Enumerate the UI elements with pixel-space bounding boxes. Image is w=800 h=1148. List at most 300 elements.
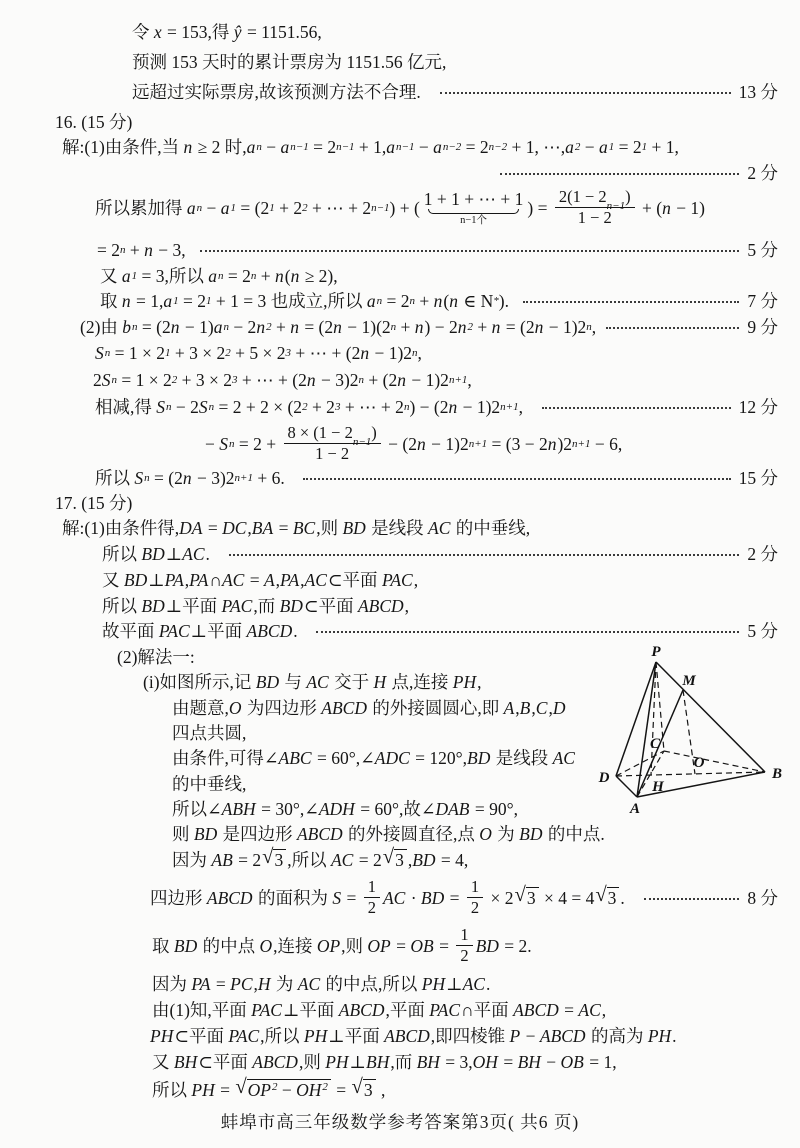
math-token: n bbox=[290, 317, 299, 337]
math-token bbox=[273, 849, 286, 871]
math-token: PA bbox=[164, 570, 184, 590]
math-token: ∩ bbox=[209, 570, 222, 590]
math-token: = 2 bbox=[382, 291, 410, 311]
answer-line bbox=[143, 672, 481, 693]
math-token: − 2 bbox=[171, 397, 199, 417]
math-token: , bbox=[275, 570, 281, 590]
math-token: ⊥ bbox=[349, 1052, 366, 1072]
math-token: PH bbox=[647, 1026, 672, 1046]
math-token: √ bbox=[514, 884, 526, 907]
math-token: 所以∠ bbox=[172, 799, 222, 819]
math-token: − 1)2 bbox=[370, 343, 413, 363]
math-token: − 6, bbox=[590, 433, 623, 454]
math-token: O bbox=[479, 824, 492, 844]
math-token: = 1 × 2 bbox=[110, 343, 165, 363]
math-token: ,而 bbox=[253, 596, 280, 616]
math-token: = 2 bbox=[178, 291, 206, 311]
math-token: , bbox=[376, 1079, 386, 1100]
math-token: AC bbox=[182, 544, 205, 564]
math-token: 1 bbox=[367, 877, 376, 896]
dot-leader bbox=[316, 631, 739, 633]
pyramid-figure bbox=[593, 644, 795, 840]
math-token: 所以 bbox=[95, 468, 135, 488]
math-token: + 1, bbox=[354, 137, 387, 157]
answer-line bbox=[152, 926, 532, 966]
math-token: DAB bbox=[435, 799, 470, 819]
dot-leader bbox=[440, 92, 731, 94]
math-token: , bbox=[407, 849, 413, 870]
math-token bbox=[471, 898, 479, 917]
math-token: C bbox=[535, 698, 548, 718]
math-token: 点,连接 bbox=[387, 672, 453, 692]
score-label: 15 分 bbox=[738, 468, 778, 488]
math-token: = 1, bbox=[131, 291, 164, 311]
fraction bbox=[456, 926, 472, 966]
answer-line bbox=[55, 112, 132, 133]
square-root bbox=[595, 884, 619, 909]
answer-line: 2 S n = 1 × 2 2 + 3 × 2 3 + ⋯ + (2 n − 3)2 n + (2 n − 1)2 n+1 , bbox=[93, 370, 472, 390]
math-token: − bbox=[202, 197, 221, 218]
math-token: ) − 2 bbox=[424, 317, 458, 337]
figure-edge-CB bbox=[664, 751, 765, 772]
math-token: OB bbox=[410, 935, 434, 956]
math-token: OH bbox=[296, 1080, 322, 1100]
math-token: n bbox=[397, 370, 406, 390]
answer-line: 所以 S n = (2 n − 3)2 n+1 + 6. 15 分 bbox=[95, 468, 778, 488]
math-token: , bbox=[413, 570, 419, 590]
math-token: AB bbox=[211, 849, 233, 870]
math-token: ,所以 bbox=[260, 1026, 304, 1046]
math-token: S bbox=[134, 468, 144, 488]
figure-edge-DB bbox=[616, 772, 765, 776]
math-token: 的中垂线, bbox=[172, 774, 247, 794]
math-token: 16. (15 分) bbox=[55, 112, 133, 132]
answer-line bbox=[102, 544, 778, 565]
math-token: AC bbox=[578, 1000, 601, 1020]
math-token: , bbox=[601, 1000, 607, 1020]
math-token: + 1, bbox=[647, 137, 679, 157]
math-token: BD bbox=[519, 824, 543, 844]
math-token: − 1)2 bbox=[458, 397, 501, 417]
math-token: 则 bbox=[172, 824, 194, 844]
math-token: (2)解法一: bbox=[117, 647, 195, 667]
dot-leader bbox=[303, 478, 730, 480]
math-token: 3 bbox=[607, 888, 617, 909]
math-token: OB bbox=[560, 1052, 584, 1072]
math-token: H bbox=[373, 672, 387, 692]
figure-vertex-label-B: B bbox=[771, 766, 783, 782]
math-token: a bbox=[565, 137, 574, 157]
math-token: . bbox=[293, 621, 307, 641]
math-token: n bbox=[333, 317, 342, 337]
answer-line bbox=[55, 493, 132, 514]
math-token: BD bbox=[141, 544, 165, 564]
math-token: − bbox=[580, 137, 599, 157]
math-token: BD bbox=[420, 887, 445, 908]
math-token: AC bbox=[221, 570, 245, 590]
math-token: + 3 × 2 bbox=[177, 370, 232, 390]
answer-line bbox=[117, 647, 195, 668]
math-token: . bbox=[485, 974, 491, 994]
math-token: S bbox=[156, 397, 165, 417]
math-token: DA bbox=[179, 518, 203, 538]
math-token: n bbox=[306, 370, 316, 390]
math-token: AC bbox=[428, 518, 451, 538]
answer-line bbox=[152, 1000, 606, 1021]
score-label: 7 分 bbox=[747, 291, 778, 311]
math-token: + ⋯ + (2 bbox=[291, 343, 361, 363]
answer-line: (2)由 b n = (2 n − 1) a n − 2 n 2 + n = (2 n − 1)(2 n + n ) − 2 n 2 + n = (2 n − 1)2 n , 9 分 bbox=[80, 317, 778, 337]
math-token: . bbox=[620, 887, 634, 908]
math-token: 的面积为 bbox=[253, 887, 333, 908]
math-token: H bbox=[257, 974, 271, 994]
math-token: = 2. bbox=[499, 935, 532, 956]
score-label: 5 分 bbox=[747, 621, 778, 641]
math-token: ABCD bbox=[252, 1052, 298, 1072]
math-token bbox=[578, 208, 612, 227]
math-token: √ bbox=[595, 884, 607, 907]
math-token: + ⋯ + 2 bbox=[340, 397, 404, 417]
figure-edge-DA bbox=[616, 776, 637, 797]
math-token: ABCD bbox=[321, 698, 367, 718]
math-token: ,则 bbox=[341, 935, 368, 956]
math-token: 解:(1)由条件,当 bbox=[62, 137, 184, 157]
math-token: 2 bbox=[367, 898, 376, 918]
square-root bbox=[262, 846, 286, 871]
math-token: ,平面 bbox=[385, 1000, 430, 1020]
math-token: × 4 = 4 bbox=[539, 887, 595, 908]
answer-line bbox=[102, 596, 409, 617]
math-token: ≥ 2 时, bbox=[193, 137, 247, 157]
math-token: ABCD bbox=[296, 824, 343, 844]
math-token: AC bbox=[462, 974, 485, 994]
math-token: 1 − 2 bbox=[577, 208, 612, 228]
math-token: PAC bbox=[381, 570, 413, 590]
math-token: 由(1)知,平面 bbox=[152, 1000, 252, 1020]
math-token: = (2 bbox=[137, 317, 171, 337]
math-token: 取 bbox=[100, 291, 122, 311]
math-token: = (2 bbox=[299, 317, 334, 337]
answer-line bbox=[132, 82, 778, 103]
math-token: 与 bbox=[280, 672, 307, 692]
score-label: 12 分 bbox=[738, 397, 778, 417]
figure-edge-PD bbox=[616, 662, 656, 776]
math-token: BD bbox=[141, 596, 165, 616]
math-token: = 2 + bbox=[234, 433, 281, 454]
math-token: n bbox=[534, 317, 544, 337]
math-token: BH bbox=[366, 1052, 390, 1072]
math-token: − 1) bbox=[180, 317, 214, 337]
math-token: 是线段 bbox=[366, 518, 429, 538]
math-token: ABCD bbox=[338, 1000, 385, 1020]
math-token: n bbox=[121, 291, 131, 311]
math-token: 是四边形 bbox=[218, 824, 297, 844]
math-token: 所以累加得 bbox=[95, 197, 187, 218]
answer-line bbox=[62, 518, 530, 539]
math-token: = bbox=[445, 887, 464, 908]
math-token: ). bbox=[498, 291, 514, 311]
math-token bbox=[467, 878, 483, 898]
math-token: PH bbox=[303, 1026, 328, 1046]
math-token: D bbox=[552, 698, 566, 718]
math-token: ,则 bbox=[316, 518, 343, 538]
math-token: 又 bbox=[100, 266, 122, 286]
math-token: ) = bbox=[527, 197, 552, 218]
math-token: ⊥ bbox=[165, 544, 183, 564]
math-token: , bbox=[515, 698, 520, 718]
math-token: ABH bbox=[221, 799, 256, 819]
math-token: , bbox=[300, 570, 305, 590]
fraction bbox=[364, 878, 380, 918]
math-token: ∩平面 bbox=[461, 1000, 514, 1020]
math-token: n bbox=[170, 317, 180, 337]
math-token bbox=[247, 1079, 331, 1101]
math-token: = 3,所以 bbox=[137, 266, 209, 286]
math-token: PA bbox=[189, 570, 209, 590]
math-token: a bbox=[433, 137, 442, 157]
math-token: √ bbox=[235, 1076, 247, 1098]
math-token: a bbox=[163, 291, 173, 311]
math-token: = bbox=[215, 1079, 235, 1100]
math-token: AC bbox=[306, 672, 329, 692]
math-token: , bbox=[247, 518, 252, 538]
answer-line: = 2 n + n − 3, 5 分 bbox=[97, 240, 778, 260]
math-token: ≥ 2), bbox=[300, 266, 338, 286]
math-token: PAC bbox=[221, 596, 253, 616]
math-token: − bbox=[277, 1080, 297, 1100]
math-token: ABCD bbox=[206, 887, 253, 908]
math-token: )2 bbox=[557, 433, 573, 454]
score-label: 2 分 bbox=[747, 163, 778, 183]
math-token: OP bbox=[316, 935, 341, 956]
math-token: BD bbox=[173, 935, 198, 956]
math-token: ABCD bbox=[246, 621, 293, 641]
answer-line bbox=[172, 748, 576, 769]
math-token: + (2 bbox=[364, 370, 398, 390]
math-token: 为 bbox=[271, 974, 298, 994]
math-token: + bbox=[473, 317, 492, 337]
math-token: ADC bbox=[374, 748, 410, 768]
math-token: − 1)2 bbox=[406, 370, 449, 390]
math-token: + ⋯ + 2 bbox=[307, 197, 372, 218]
score-label: 9 分 bbox=[747, 317, 778, 337]
math-token: PH bbox=[452, 672, 477, 692]
math-token: = 2 bbox=[461, 137, 489, 157]
math-token: + 2 bbox=[307, 397, 335, 417]
math-token: − bbox=[261, 137, 281, 157]
fraction bbox=[467, 878, 483, 918]
math-token: − bbox=[414, 137, 434, 157]
math-token: BD bbox=[279, 596, 303, 616]
math-token: S bbox=[95, 343, 104, 363]
math-token: ABCD bbox=[357, 596, 404, 616]
math-token: ⊥平面 bbox=[328, 1026, 385, 1046]
math-token: PAC bbox=[251, 1000, 282, 1020]
score-label: 5 分 bbox=[747, 240, 778, 260]
math-token: = 1, bbox=[584, 1052, 617, 1072]
math-token: ,而 bbox=[390, 1052, 417, 1072]
math-token: = bbox=[211, 974, 231, 994]
math-token: , bbox=[591, 317, 597, 337]
math-token: a bbox=[246, 137, 256, 157]
square-root bbox=[514, 884, 538, 909]
answer-line bbox=[132, 22, 322, 43]
math-token: = 2 bbox=[354, 849, 382, 870]
math-token: − bbox=[205, 433, 220, 454]
answer-line bbox=[172, 846, 469, 871]
answer-line: 相减,得 S n − 2 S n = 2 + 2 × (2 2 + 2 3 + ⋯ + 2 n ) − (2 n − 1)2 n+1 , 12 分 bbox=[95, 397, 778, 417]
math-token: 2(1 − 2 bbox=[558, 187, 607, 206]
math-token: 由条件,可得∠ bbox=[172, 748, 279, 768]
math-token: = 2 bbox=[233, 849, 262, 870]
math-token: BD bbox=[123, 570, 148, 590]
math-token: = bbox=[498, 1052, 518, 1072]
math-token: ABCD bbox=[513, 1000, 559, 1020]
math-token: P bbox=[509, 1026, 521, 1046]
math-token: n bbox=[433, 291, 443, 311]
square-root bbox=[382, 846, 407, 871]
math-token: = 153,得 bbox=[162, 22, 234, 42]
math-token: OH bbox=[472, 1052, 498, 1072]
math-token: 的中点. bbox=[543, 824, 605, 844]
math-token: 3 bbox=[526, 888, 536, 909]
math-token: 所以 bbox=[152, 1079, 192, 1100]
answer-line: 解:(1)由条件,当 n ≥ 2 时, a n − a n−1 = 2 n−1 + 1, a n−1 − a n−2 = 2 n−2 + 1, ⋯, a 2 − a 1 = 2 1 + 1, bbox=[62, 137, 679, 157]
math-token: = 60°,∠ bbox=[312, 748, 375, 768]
math-token: ) + ( bbox=[389, 197, 420, 218]
math-token: a bbox=[598, 137, 608, 157]
math-token: 又 bbox=[102, 570, 124, 590]
math-token: n bbox=[491, 317, 501, 337]
math-token: + bbox=[415, 291, 434, 311]
math-token: 的外接圆圆心,即 bbox=[367, 698, 504, 718]
math-token: AC bbox=[382, 887, 406, 908]
math-token: AC bbox=[297, 974, 321, 994]
math-token: n bbox=[183, 137, 193, 157]
math-token: ⊂平面 bbox=[303, 596, 358, 616]
math-token: = bbox=[331, 1079, 351, 1100]
answer-line bbox=[152, 1076, 386, 1101]
math-token: n bbox=[182, 468, 192, 488]
math-token: OP bbox=[367, 935, 391, 956]
math-token: 的中点 bbox=[198, 935, 260, 956]
math-token: . bbox=[672, 1026, 677, 1046]
math-token: ) bbox=[625, 187, 631, 206]
math-token: = 90°, bbox=[470, 799, 519, 819]
math-token: = (2 bbox=[236, 197, 270, 218]
math-token: 17. (15 分) bbox=[55, 493, 133, 513]
dot-leader bbox=[200, 250, 739, 252]
math-token: + 1, ⋯, bbox=[507, 137, 566, 157]
answer-line bbox=[172, 824, 605, 845]
math-token: = 1151.56, bbox=[242, 22, 322, 42]
math-token: DC bbox=[222, 518, 247, 538]
math-token: PA bbox=[191, 974, 211, 994]
math-token: n bbox=[457, 317, 467, 337]
math-token: BD bbox=[475, 935, 499, 956]
dot-leader bbox=[606, 327, 739, 329]
answer-line bbox=[172, 774, 246, 795]
math-token: ⊂平面 bbox=[198, 1052, 253, 1072]
score-label: 8 分 bbox=[747, 887, 778, 908]
math-token: = bbox=[559, 1000, 579, 1020]
math-token: 由题意, bbox=[172, 698, 229, 718]
math-token: n bbox=[360, 343, 370, 363]
math-token: ,则 bbox=[298, 1052, 326, 1072]
math-token: a bbox=[121, 266, 131, 286]
answer-line bbox=[490, 163, 778, 184]
math-token: − bbox=[541, 1052, 561, 1072]
math-token: ,所以 bbox=[287, 849, 331, 870]
figure-vertex-label-A: A bbox=[629, 801, 641, 817]
math-token: 是线段 bbox=[491, 748, 553, 768]
math-token bbox=[363, 1079, 376, 1101]
math-token: − (2 bbox=[383, 433, 417, 454]
math-token: + bbox=[125, 240, 145, 260]
math-token: A bbox=[503, 698, 515, 718]
math-token bbox=[315, 444, 349, 463]
answer-line bbox=[102, 621, 778, 642]
math-token: B bbox=[519, 698, 531, 718]
answer-line bbox=[172, 723, 246, 744]
math-token: = bbox=[342, 887, 361, 908]
score-label: 13 分 bbox=[738, 82, 778, 102]
math-token: PAC bbox=[158, 621, 190, 641]
math-token: 因为 bbox=[172, 849, 212, 870]
math-token: 远超过实际票房,故该预测方法不合理. bbox=[132, 82, 430, 102]
math-token: = 2 bbox=[308, 137, 337, 157]
figure-vertex-label-D: D bbox=[598, 770, 610, 786]
math-token: 的高为 bbox=[586, 1026, 648, 1046]
math-token: ABCD bbox=[384, 1026, 430, 1046]
square-root bbox=[235, 1076, 331, 1101]
math-token: , bbox=[417, 343, 422, 363]
math-token: PA bbox=[280, 570, 300, 590]
dot-leader bbox=[229, 554, 740, 556]
math-token bbox=[368, 898, 376, 917]
math-token: − 1)2 bbox=[426, 433, 469, 454]
math-token: ⊥平面 bbox=[165, 596, 222, 616]
math-token: = 4, bbox=[436, 849, 469, 870]
math-token: = 30°,∠ bbox=[256, 799, 319, 819]
math-token: , bbox=[184, 570, 190, 590]
figure-vertex-label-P: P bbox=[651, 644, 661, 660]
math-token: 故平面 bbox=[102, 621, 159, 641]
math-token: 令 bbox=[132, 22, 154, 42]
answer-line bbox=[172, 799, 518, 820]
math-token: ∈ N bbox=[458, 291, 494, 311]
math-token: = 60°,故∠ bbox=[355, 799, 436, 819]
math-token: (2)由 bbox=[80, 317, 123, 337]
math-token: 3 bbox=[395, 850, 404, 870]
math-token: n−1个 bbox=[460, 214, 488, 226]
math-token: BD bbox=[255, 672, 280, 692]
math-token: n bbox=[256, 317, 266, 337]
math-token: PAC bbox=[429, 1000, 461, 1020]
math-token: PAC bbox=[228, 1026, 260, 1046]
math-token: S bbox=[219, 433, 228, 454]
math-token: S bbox=[198, 397, 208, 417]
math-token: = 2 + 2 × (2 bbox=[214, 397, 303, 417]
math-token: a bbox=[186, 197, 196, 218]
math-token: A bbox=[263, 570, 275, 590]
math-token: PH bbox=[421, 974, 446, 994]
math-token: = bbox=[434, 935, 454, 956]
math-token: n bbox=[275, 266, 284, 286]
math-token: ⊥平面 bbox=[282, 1000, 339, 1020]
math-token: 为四边形 bbox=[242, 698, 322, 718]
math-token: 解:(1)由条件得, bbox=[62, 518, 180, 538]
